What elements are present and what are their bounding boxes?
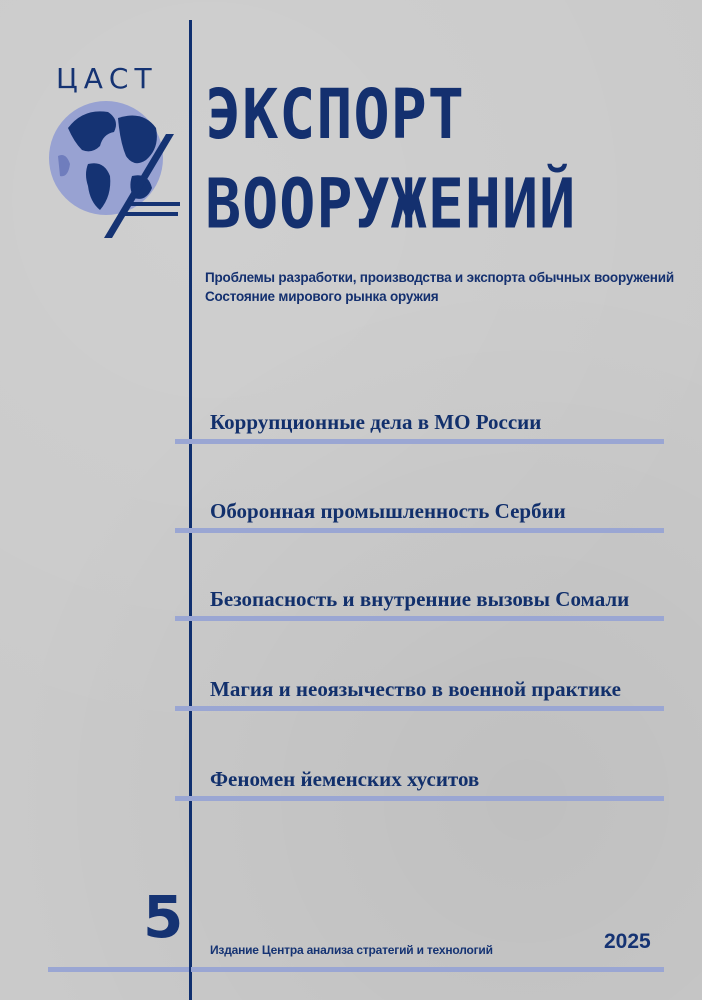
contents-divider [175,439,664,444]
contents-item: Оборонная промышленность Сербии [210,499,566,523]
publisher-line: Издание Центра анализа стратегий и технологий [210,943,493,957]
issue-year: 2025 [604,930,651,953]
footer-divider [191,967,664,972]
contents-item: Безопасность и внутренние вызовы Сомали [210,587,630,611]
issue-number: 5 [143,883,184,951]
contents-divider [175,796,664,801]
contents-divider [175,528,664,533]
title-line-1: ЭКСПОРТ [205,74,465,156]
issue-underline [48,967,189,972]
globe-icon [48,98,183,248]
contents-item: Магия и неоязычество в военной практике [210,677,621,701]
magazine-title [205,70,685,249]
subtitle [205,268,685,306]
title-line-2: ВООРУЖЕНИЙ [205,164,577,245]
contents-divider [175,616,664,621]
subtitle-line-1: Проблемы разработки, производства и экспорта обычных вооружений [205,270,674,285]
logo-text: ЦАСТ [56,62,158,95]
contents-item: Феномен йеменских хуситов [210,767,480,791]
cast-logo [48,62,183,252]
subtitle-line-2: Состояние мирового рынка оружия [205,289,439,304]
vertical-rule [189,20,192,1000]
contents-item: Коррупционные дела в МО России [210,410,542,434]
contents-divider [175,706,664,711]
